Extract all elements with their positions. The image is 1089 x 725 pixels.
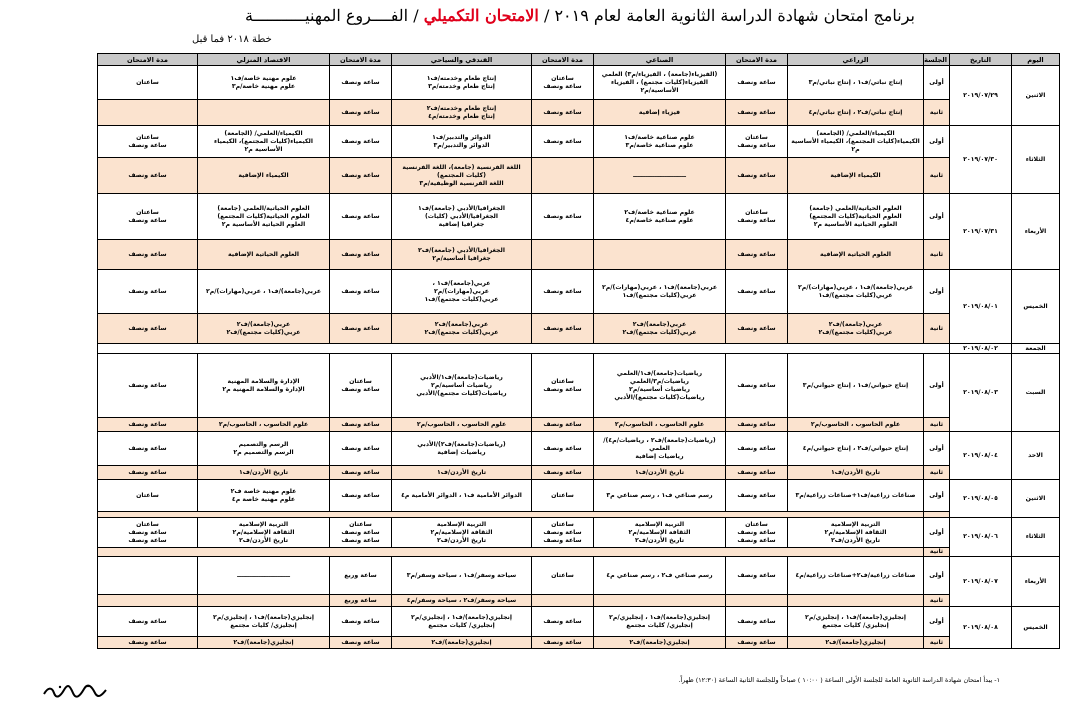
day-cell: الثلاثاء [1012,126,1060,194]
session-cell: ثانية [924,418,950,432]
session-cell: أولى [924,194,950,240]
session-cell: أولى [924,518,950,548]
hotel-cell: الدوائر الأمامية ف١ ، الدوائر الأمامية م٤ [392,480,532,512]
duration-cell: ساعة ونصف [532,126,594,158]
session-cell: أولى [924,607,950,637]
home-cell: التربية الإسلامية الثقافة الإسلامية/م٢ تاريخ الأردن/ف٢ [198,518,330,548]
duration-cell: ساعتان [532,557,594,595]
duration-cell: ساعة ونصف [330,466,392,480]
duration-cell: ساعة ونصف [330,158,392,194]
ind-cell: تاريخ الأردن/ف١ [594,466,726,480]
table-row [98,595,1060,607]
duration-cell: ساعة ونصف [98,466,198,480]
col-date: التاريخ [950,54,1012,66]
table-row [98,548,1060,557]
hotel-cell: الجغرافيا/الأدبي (جامعة)/ف٢ جغرافيا أساسية/م٢ [392,240,532,270]
ind-cell: إنجليزي(جامعة)/ف١ ، إنجليزي/م٢ إنجليزي/ كليات مجتمع [594,607,726,637]
day-cell: السبت [1012,354,1060,432]
col-home: الاقتصاد المنزلي [198,54,330,66]
home-cell: إنجليزي(جامعة)/ف٢ [198,637,330,649]
duration-cell: ساعة ونصف [726,66,788,100]
duration-cell: ساعة ونصف [726,637,788,649]
agri-cell: الكيمياء/العلمي/ (الجامعة) الكيمياء(كليات المجتمع)، الكيمياء الأساسية م٢ [788,126,924,158]
duration-cell: ساعة ونصف [532,100,594,126]
duration-cell: ساعتان ساعة ونصف [532,66,594,100]
date-cell: ٢٠١٩/٠٨/٠٨ [950,607,1012,649]
date-cell: ٢٠١٩/٠٧/٢٩ [950,66,1012,126]
col-hotel: الفندقي والسياحي [392,54,532,66]
agri-cell: صناعات زراعية/ف٢+صناعات زراعية/م٤ [788,557,924,595]
home-cell: إنجليزي(جامعة)/ف١ ، إنجليزي/م٢ إنجليزي/ كليات مجتمع [198,607,330,637]
home-cell: الكيمياء/العلمي/ (الجامعة) الكيمياء(كليات المجتمع)، الكيمياء الأساسية م٢ [198,126,330,158]
duration-cell: ساعتان ساعة ونصف [330,354,392,418]
duration-cell: ساعة ونصف [98,432,198,466]
hotel-cell: الجغرافيا/الأدبي (جامعة)/ف١ الجغرافيا/الأدبي (كليات) جغرافيا إضافية [392,194,532,240]
session-cell: ثانية [924,158,950,194]
duration-cell: ساعة ونصف [532,637,594,649]
day-cell: الأربعاء [1012,194,1060,270]
duration-cell: ساعة ونصف [98,637,198,649]
duration-cell [726,595,788,607]
ind-cell [594,240,726,270]
ind-cell: رسم صناعي ف١ ، رسم صناعي م٣ [594,480,726,512]
table-row [98,354,1060,418]
duration-cell: ساعتان ساعة ونصف [532,354,594,418]
duration-cell: ساعة ونصف [330,607,392,637]
table-row [98,126,1060,158]
col-duration: مدة الامتحان [726,54,788,66]
session-cell: أولى [924,557,950,595]
hotel-cell: سياحة وسفر/ف٢ ، سياحة وسفر/م٤ [392,595,532,607]
hotel-cell: الدوائر والتدبير/ف١ الدوائر والتدبير/م٣ [392,126,532,158]
date-cell: ٢٠١٩/٠٨/٠٦ [950,518,1012,557]
home-cell: علوم مهنية خاصة ف٢ علوم مهنية خاصة م٤ [198,480,330,512]
agri-cell: إنجليزي(جامعة)/ف١ ، إنجليزي/م٢ إنجليزي/ كليات مجتمع [788,607,924,637]
duration-cell [98,100,198,126]
hotel-cell: إنتاج طعام وخدمته/ف٢ إنتاج طعام وخدمته/م٤ [392,100,532,126]
table-row [98,637,1060,649]
session-cell: أولى [924,432,950,466]
agri-cell: إنجليزي(جامعة)/ف٢ [788,637,924,649]
holiday-cell [98,344,950,354]
day-cell: الثلاثاء [1012,518,1060,557]
duration-cell: ساعة ونصف [726,432,788,466]
table-row [98,100,1060,126]
home-cell: الإدارة والسلامة المهنية الإدارة والسلامة المهنية م٢ [198,354,330,418]
date-cell: ٢٠١٩/٠٨/٠١ [950,270,1012,344]
date-cell: ٢٠١٩/٠٧/٣٠ [950,126,1012,194]
duration-cell: ساعتان ساعة ونصف [726,126,788,158]
duration-cell: ساعة وربع [330,557,392,595]
table-row [98,66,1060,100]
session-cell: أولى [924,66,950,100]
home-cell [198,100,330,126]
session-cell: أولى [924,126,950,158]
agri-cell: الكيمياء الإضافية [788,158,924,194]
home-cell: العلوم الحياتية الإضافية [198,240,330,270]
duration-cell: ساعة ونصف [330,100,392,126]
duration-cell: ساعة ونصف [330,637,392,649]
agri-cell: العلوم الحياتية الإضافية [788,240,924,270]
hotel-cell: عربي(جامعة)/ف٢ عربي(كليات مجتمع)/ف٢ [392,314,532,344]
duration-cell [98,557,198,595]
duration-cell: ساعة ونصف [98,607,198,637]
duration-cell [98,595,198,607]
col-day: اليوم [1012,54,1060,66]
ind-cell: علوم صناعية خاصة/ف١ علوم صناعية خاصة/م٣ [594,126,726,158]
duration-cell: ساعة ونصف [330,194,392,240]
duration-cell: ساعة ونصف [726,480,788,512]
table-row [98,158,1060,194]
day-cell: الجمعة [1012,344,1060,354]
hotel-cell: عربي(جامعة)/ف١ ، عربي(مهارات)/م٢ عربي(كليات مجتمع)/ف١ [392,270,532,314]
table-row [98,432,1060,466]
session-cell: أولى [924,270,950,314]
table-row [98,344,1060,354]
ind-cell: إنجليزي(جامعة)/ف٢ [594,637,726,649]
table-row [98,480,1060,512]
ind-cell: فيزياء إضافية [594,100,726,126]
day-cell: الاحد [1012,432,1060,480]
duration-cell: ساعة ونصف [726,270,788,314]
home-cell: الرسم والتصميم الرسم والتصميم م٢ [198,432,330,466]
date-cell: ٢٠١٩/٠٨/٠٤ [950,432,1012,480]
session-cell: ثانية [924,548,950,557]
ind-cell: (رياضيات(جامعة)/ف٢ ، رياضيات/م٤)/العلمي رياضيات إضافية [594,432,726,466]
session-cell: ثانية [924,637,950,649]
duration-cell [532,158,594,194]
hotel-cell: رياضيات(جامعة)/ف١/الأدبي رياضيات أساسية/م٢ رياضيات(كليات مجتمع)/الأدبي [392,354,532,418]
table-row [98,518,1060,548]
duration-cell: ساعتان ساعة ونصف ساعة ونصف [532,518,594,548]
duration-cell: ساعة ونصف [532,194,594,240]
col-session: الجلسة [924,54,950,66]
day-cell: الأربعاء [1012,557,1060,607]
ind-cell: رياضيات(جامعة)/ف١/العلمي رياضيات/م٣/العلمي رياضيات أساسية/م٢ رياضيات(كليات مجتمع)/الأدبي [594,354,726,418]
hotel-cell: اللغة الفرنسية (جامعة)، اللغة الفرنسية (كليات المجتمع) اللغة الفرنسية الوظيفية/م٣ [392,158,532,194]
duration-cell: ساعتان ساعة ونصف ساعة ونصف [726,518,788,548]
agri-cell: عربي(جامعة)/ف١ ، عربي(مهارات)/م٢ عربي(كليات مجتمع)/ف١ [788,270,924,314]
agri-cell: التربية الإسلامية الثقافة الإسلامية/م٢ تاريخ الأردن/ف٢ [788,518,924,548]
plan-note: خطة ٢٠١٨ فما قبل [192,34,272,45]
ind-cell: (الفيزياء(جامعة) ، الفيزياء/م٣) العلمي الفيزياء(كليات مجتمع) ، الفيزياء الأساسية/م٢ [594,66,726,100]
duration-cell: ساعة ونصف [532,607,594,637]
duration-cell: ساعة ونصف [726,240,788,270]
footnote: ١- يبدأ امتحان شهادة الدراسة الثانوية العامة للجلسة الأولى الساعة ( ١٠:٠٠ ) صباحاً وللجلسة الثانية الساعة (١٢:٣٠) ظهراً. [678,676,1000,684]
duration-cell: ساعتان ساعة ونصف ساعة ونصف [98,518,198,548]
session-cell: ثانية [924,314,950,344]
duration-cell: ساعة ونصف [726,158,788,194]
signature-icon [40,683,110,699]
ind-cell: علوم الحاسوب ، الحاسوب/م٢ [594,418,726,432]
day-cell: الخميس [1012,607,1060,649]
session-cell: ثانية [924,240,950,270]
duration-cell: ساعتان ساعة ونصف [726,194,788,240]
col-duration: مدة الامتحان [532,54,594,66]
col-duration: مدة الامتحان [330,54,392,66]
duration-cell: ساعة ونصف [726,607,788,637]
home-cell: علوم الحاسوب ، الحاسوب/م٢ [198,418,330,432]
session-cell: أولى [924,480,950,512]
duration-cell: ساعة ونصف [726,418,788,432]
duration-cell: ساعة ونصف [98,158,198,194]
duration-cell: ساعة ونصف [330,314,392,344]
duration-cell: ساعة ونصف [726,466,788,480]
date-cell: ٢٠١٩/٠٨/٠٧ [950,557,1012,607]
hotel-cell: تاريخ الأردن/ف١ [392,466,532,480]
agri-cell: تاريخ الأردن/ف١ [788,466,924,480]
date-cell: ٢٠١٩/٠٨/٠٢ [950,344,1012,354]
ind-cell: رسم صناعي ف٢ ، رسم صناعي م٤ [594,557,726,595]
date-cell: ٢٠١٩/٠٧/٣١ [950,194,1012,270]
duration-cell: ساعة ونصف [330,418,392,432]
duration-cell: ساعتان ساعة ونصف [98,194,198,240]
home-cell: علوم مهنية خاصة/ف١ علوم مهنية خاصة/م٣ [198,66,330,100]
session-cell: ثانية [924,595,950,607]
session-cell: ثانية [924,100,950,126]
hotel-cell: إنجليزي(جامعة)/ف١ ، إنجليزي/م٢ إنجليزي/ كليات مجتمع [392,607,532,637]
ind-cell: ـــــــــــــــــــــــــ [594,158,726,194]
agri-cell: إنتاج حيواني/ف١ ، إنتاج حيواني/م٣ [788,354,924,418]
duration-cell: ساعة ونصف [726,354,788,418]
session-cell: أولى [924,354,950,418]
table-row [98,418,1060,432]
hotel-cell: إنتاج طعام وخدمته/ف١ إنتاج طعام وخدمته/م٣ [392,66,532,100]
agri-cell: إنتاج نباتي/ف١ ، إنتاج نباتي/م٣ [788,66,924,100]
duration-cell: ساعة ونصف [330,240,392,270]
ind-cell: عربي(جامعة)/ف٢ عربي(كليات مجتمع)/ف٢ [594,314,726,344]
agri-cell: العلوم الحياتية/العلمي (جامعة) العلوم الحياتية(كليات المجتمع) العلوم الحياتية الأساسية م٢ [788,194,924,240]
agri-cell [788,595,924,607]
duration-cell: ساعة ونصف [330,432,392,466]
duration-cell [532,240,594,270]
ind-cell [594,595,726,607]
day-cell: الاثنين [1012,66,1060,126]
ind-cell: عربي(جامعة)/ف١ ، عربي(مهارات)/م٢ عربي(كليات مجتمع)/ف١ [594,270,726,314]
duration-cell: ساعة ونصف [98,240,198,270]
hotel-cell: إنجليزي(جامعة)/ف٢ [392,637,532,649]
table-row [98,607,1060,637]
duration-cell: ساعة ونصف [330,480,392,512]
duration-cell: ساعتان [98,66,198,100]
empty-session-cell [98,548,924,557]
duration-cell: ساعتان ساعة ونصف ساعة ونصف [330,518,392,548]
hotel-cell: (رياضيات(جامعة)/ف٢)/الأدبي رياضيات إضافية [392,432,532,466]
date-cell: ٢٠١٩/٠٨/٠٥ [950,480,1012,518]
hotel-cell: التربية الإسلامية الثقافة الإسلامية/م٢ تاريخ الأردن/ف٢ [392,518,532,548]
page-title: برنامج امتحان شهادة الدراسة الثانوية العامة لعام ٢٠١٩ / الامتحان التكميلي / الفــــروع المهنيـــــــــــة [245,6,915,25]
col-ind: الصناعي [594,54,726,66]
date-cell: ٢٠١٩/٠٨/٠٣ [950,354,1012,432]
home-cell: تاريخ الأردن/ف١ [198,466,330,480]
duration-cell: ساعة ونصف [726,557,788,595]
hotel-cell: علوم الحاسوب ، الحاسوب/م٢ [392,418,532,432]
duration-cell: ساعة ونصف [98,314,198,344]
table-row [98,270,1060,314]
duration-cell: ساعة ونصف [98,270,198,314]
duration-cell [532,595,594,607]
duration-cell: ساعة ونصف [532,418,594,432]
duration-cell: ساعة ونصف [330,126,392,158]
col-duration: مدة الامتحان [98,54,198,66]
table-row [98,557,1060,595]
duration-cell: ساعة ونصف [726,100,788,126]
agri-cell: إنتاج نباتي/ف٢ ، إنتاج نباتي/م٤ [788,100,924,126]
home-cell: ـــــــــــــــــــــــــ [198,557,330,595]
table-row [98,194,1060,240]
duration-cell: ساعة ونصف [532,432,594,466]
day-cell: الخميس [1012,270,1060,344]
header-row [98,54,1060,66]
home-cell: عربي(جامعة)/ف٢ عربي(كليات مجتمع)/ف٢ [198,314,330,344]
duration-cell: ساعتان [532,480,594,512]
duration-cell: ساعة ونصف [330,270,392,314]
home-cell: العلوم الحياتية/العلمي (جامعة) العلوم الحياتية(كليات المجتمع) العلوم الحياتية الأساسية م٢ [198,194,330,240]
duration-cell: ساعة ونصف [98,418,198,432]
home-cell: الكيمياء الإضافية [198,158,330,194]
ind-cell: التربية الإسلامية الثقافة الإسلامية/م٢ تاريخ الأردن/ف٢ [594,518,726,548]
ind-cell: علوم صناعية خاصة/ف٢ علوم صناعية خاصة/م٤ [594,194,726,240]
duration-cell: ساعة ونصف [726,314,788,344]
table-row [98,314,1060,344]
agri-cell: علوم الحاسوب ، الحاسوب/م٢ [788,418,924,432]
hotel-cell: سياحة وسفر/ف١ ، سياحة وسفر/م٣ [392,557,532,595]
duration-cell: ساعة ونصف [532,270,594,314]
agri-cell: إنتاج حيواني/ف٢ ، إنتاج حيواني/م٤ [788,432,924,466]
day-cell: الاثنين [1012,480,1060,518]
table-row [98,240,1060,270]
agri-cell: صناعات زراعية/ف١+صناعات زراعية/م٣ [788,480,924,512]
home-cell: عربي(جامعة)/ف١ ، عربي(مهارات)/م٢ [198,270,330,314]
session-cell: ثانية [924,466,950,480]
col-agri: الزراعي [788,54,924,66]
home-cell [198,595,330,607]
title-highlight: الامتحان التكميلي [423,6,539,25]
exam-schedule-table [97,53,1060,649]
duration-cell: ساعة ونصف [532,466,594,480]
duration-cell: ساعة وربع [330,595,392,607]
agri-cell: عربي(جامعة)/ف٢ عربي(كليات مجتمع)/ف٢ [788,314,924,344]
duration-cell: ساعة ونصف [330,66,392,100]
duration-cell: ساعة ونصف [98,354,198,418]
table-row [98,466,1060,480]
duration-cell: ساعتان ساعة ونصف [98,126,198,158]
duration-cell: ساعة ونصف [532,314,594,344]
duration-cell: ساعتان [98,480,198,512]
